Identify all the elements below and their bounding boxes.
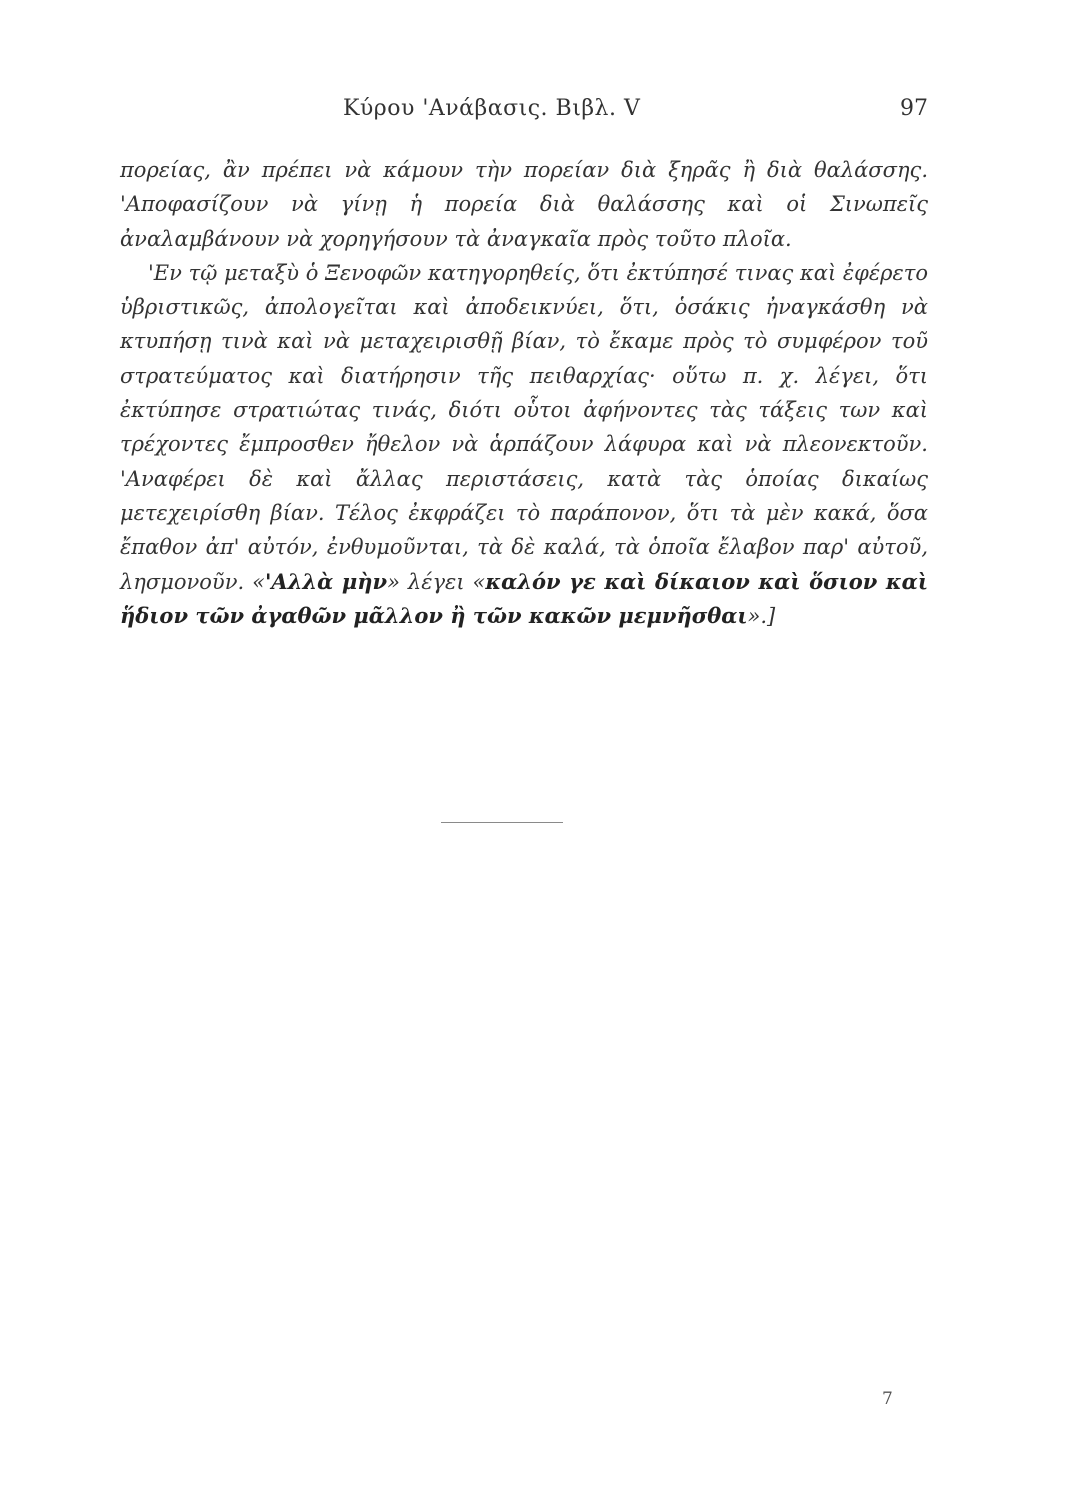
page-header	[120, 96, 928, 126]
paragraph-2	[120, 256, 928, 633]
page-number: 97	[900, 96, 928, 121]
running-title: Κύρου 'Ανάβασις. Βιβλ. V	[343, 96, 641, 121]
quote-open: «	[252, 569, 265, 594]
quote-2: καλόν γε καὶ δίκαιον καὶ ὅσιον καὶ ἥδιον τῶν ἀγαθῶν μᾶλλον ἢ τῶν κακῶν μεμνῆσθαι	[120, 568, 928, 628]
body-text	[120, 153, 928, 633]
paragraph-1: πορείας, ἂν πρέπει νὰ κάμουν τὴν πορείαν διὰ ξηρᾶς ἢ διὰ θαλάσσης. 'Αποφασίζουν νὰ γίνῃ ἡ πορεία διὰ θαλάσσης καὶ οἱ Σινωπεῖς ἀναλαμβάνουν νὰ χορηγήσουν τὰ ἀναγκαῖα πρὸς τοῦτο πλοῖα.	[120, 158, 928, 251]
quote-mid: » λέγει «	[387, 569, 486, 594]
paragraph-2-text: 'Εν τῷ μεταξὺ ὁ Ξενοφῶν κατηγορηθείς, ὅτι ἐκτύπησέ τινας καὶ ἐφέρετο ὑβριστικῶς, ἀπολογεῖται καὶ ἀποδεικνύει, ὅτι, ὁσάκις ἠναγκάσθη νὰ κτυπήσῃ τινὰ καὶ νὰ μεταχειρισθῇ βίαν, τὸ ἔκαμε πρὸς τὸ συμφέρον τοῦ στρατεύματος καὶ διατήρησιν τῆς πειθαρχίας· οὕτω π. χ. λέγει, ὅτι ἐκτύπησε στρατιώτας τινάς, διότι οὗτοι ἀφήνοντες τὰς τάξεις των καὶ τρέχοντες ἔμπροσθεν ἤθελον νὰ ἁρπάζουν λάφυρα καὶ νὰ πλεονεκτοῦν. 'Αναφέρει δὲ καὶ ἄλλας περιστάσεις, κατὰ τὰς ὁποίας δικαίως μετεχειρίσθη βίαν. Τέλος ἐκφράζει τὸ παράπονον, ὅτι τὰ μὲν κακά, ὅσα ἔπαθον ἀπ' αὐτόν, ἐνθυμοῦνται, τὰ δὲ καλά, τὰ ὁποῖα ἔλαβον παρ' αὐτοῦ, λησμονοῦν.	[120, 260, 928, 594]
quote-close: ».]	[747, 603, 776, 628]
section-divider	[441, 822, 563, 823]
quote-1: 'Αλλὰ μὴν	[264, 568, 388, 594]
signature-mark: 7	[882, 1389, 893, 1409]
